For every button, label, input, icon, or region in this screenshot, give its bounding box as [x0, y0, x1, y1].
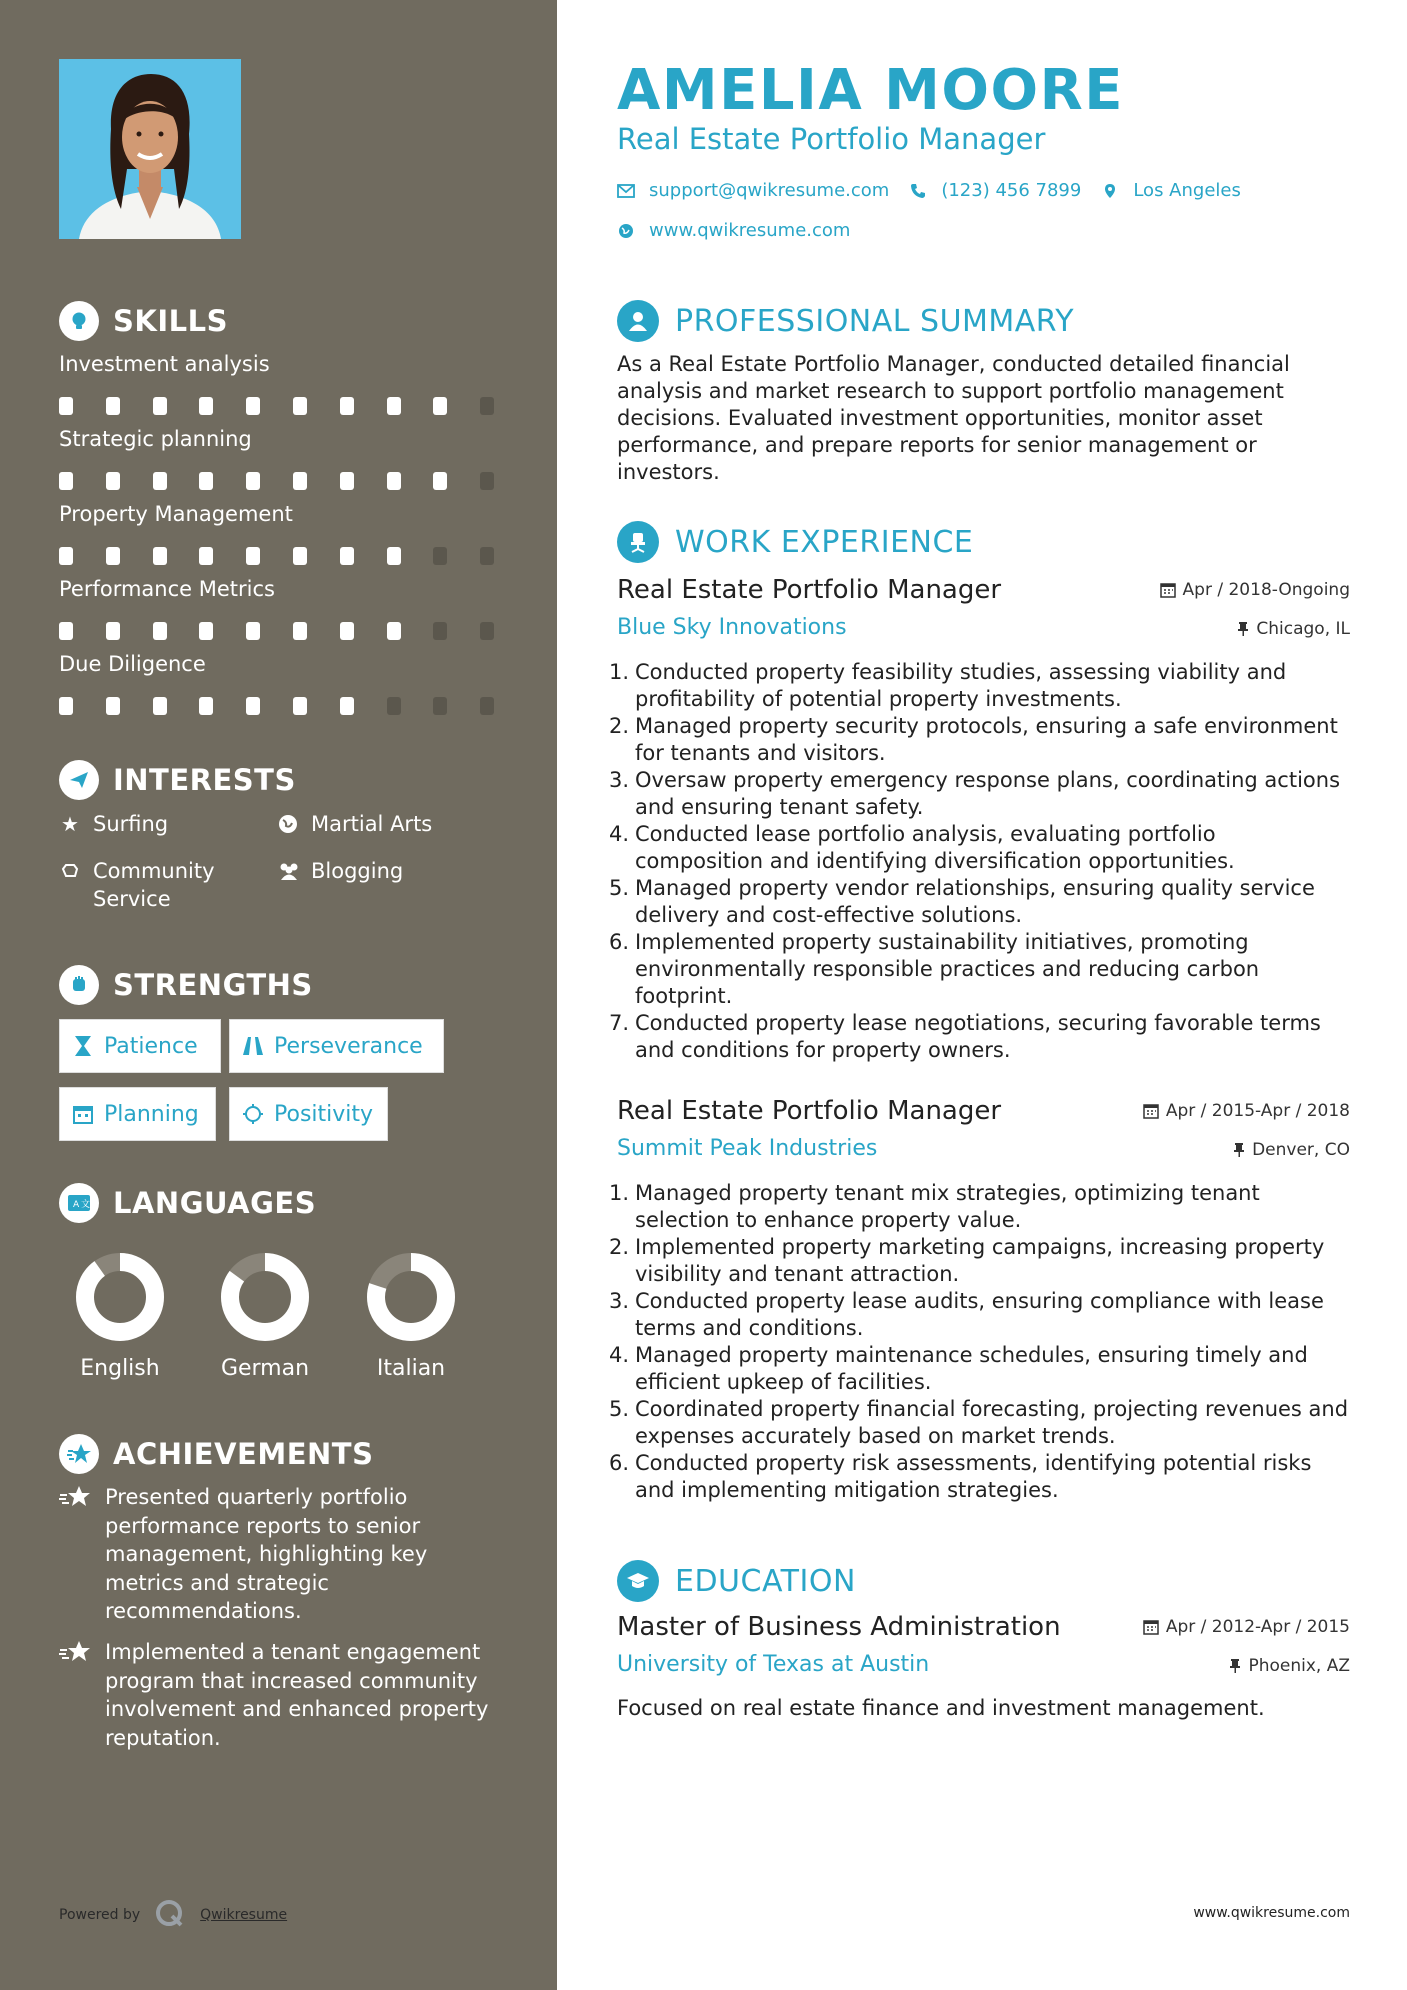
language-name: Italian — [376, 1356, 446, 1381]
bullet-number: 7. — [609, 1011, 630, 1035]
interest-label: Community Service — [93, 859, 215, 911]
achievements-section — [59, 1434, 519, 1474]
strength-chip — [59, 1087, 216, 1141]
calendar-icon — [1143, 1619, 1159, 1635]
bullet-number: 6. — [609, 1451, 630, 1475]
powered-by-label: Powered by — [59, 1907, 141, 1923]
skill-row — [59, 427, 519, 490]
skills-header — [59, 301, 519, 341]
calendar-icon — [1160, 582, 1176, 598]
website-link[interactable]: www.qwikresume.com — [649, 220, 851, 241]
skill-name: Property Management — [59, 502, 293, 526]
skill-level-dots — [59, 472, 519, 490]
achievement-text: Presented quarterly portfolio performance reports to senior management, highlighting key metrics and strategic recommendations. — [105, 1485, 428, 1623]
skill-dot-filled — [293, 622, 307, 640]
skill-dot-filled — [106, 697, 120, 715]
phone-number: (123) 456 7899 — [941, 180, 1082, 201]
skill-name: Investment analysis — [59, 352, 270, 376]
skills-title: SKILLS — [113, 304, 228, 338]
qwikresume-logo-icon — [154, 1898, 184, 1932]
skill-dot-filled — [246, 397, 260, 415]
languages-section — [59, 1183, 519, 1223]
skill-dot-filled — [106, 397, 120, 415]
skill-dot-filled — [387, 547, 401, 565]
job-entry — [609, 575, 1350, 1065]
skill-level-dots — [59, 547, 519, 565]
skill-dot-filled — [59, 547, 73, 565]
svg-text:A: A — [73, 1200, 80, 1210]
bullet-text: Managed property vendor relationships, ensuring quality service delivery and cost-effective solutions. — [635, 876, 1315, 927]
envelope-icon — [617, 184, 635, 198]
skill-dot-filled — [106, 547, 120, 565]
skill-dot-filled — [153, 697, 167, 715]
job-date — [1160, 580, 1350, 600]
pushpin-icon — [1229, 1658, 1241, 1674]
achievement-item — [59, 1483, 519, 1626]
office-chair-icon — [617, 521, 659, 563]
interests-section — [59, 760, 519, 800]
strengths-header — [59, 965, 519, 1005]
skill-dot-filled — [340, 472, 354, 490]
strength-chip — [229, 1019, 444, 1073]
job-location — [1237, 619, 1350, 639]
job-date — [1143, 1101, 1350, 1121]
skill-row — [59, 502, 519, 565]
job-bullet — [609, 1342, 1350, 1396]
bullet-text: Managed property security protocols, ensuring a safe environment for tenants and visitors. — [635, 714, 1338, 765]
skill-name: Due Diligence — [59, 652, 206, 676]
job-bullet — [609, 1288, 1350, 1342]
language-proficiency-ring — [75, 1252, 165, 1342]
skill-dot-empty — [433, 622, 447, 640]
education-entry — [617, 1612, 1350, 1732]
skill-dot-filled — [59, 472, 73, 490]
bullet-text: Managed property tenant mix strategies, optimizing tenant selection to enhance property value. — [635, 1181, 1260, 1232]
job-title: Real Estate Portfolio Manager — [617, 575, 1002, 605]
interest-item — [59, 857, 259, 913]
footer-website-link[interactable]: www.qwikresume.com — [1193, 1905, 1350, 1921]
job-location-text: Chicago, IL — [1256, 619, 1350, 639]
skill-dot-filled — [340, 622, 354, 640]
job-bullet — [609, 1180, 1350, 1234]
school-name: University of Texas at Austin — [617, 1652, 930, 1677]
experience-header — [617, 521, 973, 563]
bullet-number: 5. — [609, 1397, 630, 1421]
bullet-number: 4. — [609, 822, 630, 846]
job-bullet — [609, 821, 1350, 875]
skill-dot-filled — [340, 547, 354, 565]
summary-text: As a Real Estate Portfolio Manager, conducted detailed financial analysis and market research to support portfolio management decisions. Evaluated investment opportunities, monitor asset performance, and prepare reports for senior management or investors. — [617, 352, 1290, 484]
skill-row — [59, 352, 519, 415]
skill-dot-filled — [293, 697, 307, 715]
skill-dot-filled — [387, 397, 401, 415]
bullet-text: Implemented property marketing campaigns, increasing property visibility and tenant attraction. — [635, 1235, 1325, 1286]
sun-icon — [242, 1103, 264, 1125]
education-date-text: Apr / 2012-Apr / 2015 — [1165, 1617, 1350, 1637]
language-name: English — [80, 1356, 160, 1381]
skill-dot-filled — [153, 472, 167, 490]
language-item — [351, 1252, 471, 1381]
skill-dot-filled — [246, 547, 260, 565]
main-content — [609, 0, 1350, 1990]
users-icon — [277, 857, 299, 888]
language-name: German — [220, 1356, 310, 1381]
skill-level-dots — [59, 697, 519, 715]
experience-title: WORK EXPERIENCE — [675, 524, 974, 560]
skills-section — [59, 301, 519, 341]
interest-label: Surfing — [93, 812, 169, 836]
skill-level-dots — [59, 397, 519, 415]
job-bullets — [609, 659, 1350, 1064]
job-date-text: Apr / 2015-Apr / 2018 — [1165, 1101, 1350, 1121]
strength-chip — [229, 1087, 388, 1141]
bullet-text: Implemented property sustainability initiatives, promoting environmentally responsible practices and reducing carbon footprint. — [635, 930, 1260, 1008]
pushpin-icon — [1233, 1142, 1245, 1158]
star-badge-icon — [59, 1434, 99, 1474]
skill-dot-filled — [246, 472, 260, 490]
globe-icon — [617, 223, 635, 239]
achievement-item — [59, 1638, 519, 1752]
strength-chip — [59, 1019, 221, 1073]
skill-dot-empty — [480, 472, 494, 490]
bullet-text: Coordinated property financial forecasting, projecting revenues and expenses accurately based on market trends. — [635, 1397, 1349, 1448]
paper-plane-icon — [59, 760, 99, 800]
bullet-number: 3. — [609, 1289, 630, 1313]
job-entry — [609, 1096, 1350, 1516]
lightbulb-icon — [59, 301, 99, 341]
hourglass-icon — [72, 1035, 94, 1057]
bullet-text: Conducted property risk assessments, identifying potential risks and implementing mitigation strategies. — [635, 1451, 1312, 1502]
job-bullet — [609, 875, 1350, 929]
bullet-text: Conducted property lease audits, ensuring compliance with lease terms and conditions. — [635, 1289, 1324, 1340]
bullet-number: 5. — [609, 876, 630, 900]
job-bullets — [609, 1180, 1350, 1504]
graduation-cap-icon — [617, 1560, 659, 1602]
hand-icon — [59, 857, 81, 888]
skill-name: Performance Metrics — [59, 577, 275, 601]
job-location-text: Denver, CO — [1252, 1140, 1350, 1160]
skill-dot-filled — [153, 622, 167, 640]
star-icon: ★ — [61, 812, 79, 836]
svg-text:文: 文 — [81, 1200, 91, 1210]
education-date — [1143, 1617, 1350, 1637]
education-header — [617, 1560, 856, 1602]
education-location — [1229, 1656, 1350, 1676]
bullet-number: 2. — [609, 1235, 630, 1259]
calendar-icon — [1143, 1103, 1159, 1119]
map-pin-icon — [1101, 183, 1119, 199]
candidate-role: Real Estate Portfolio Manager — [617, 122, 1046, 156]
road-icon — [242, 1036, 264, 1056]
ring-fill — [85, 1262, 155, 1332]
strengths-section — [59, 965, 519, 1005]
bullet-text: Conducted property lease negotiations, securing favorable terms and conditions for property owners. — [635, 1011, 1321, 1062]
achievements-title: ACHIEVEMENTS — [113, 1437, 374, 1471]
language-proficiency-ring — [366, 1252, 456, 1342]
job-bullet — [609, 713, 1350, 767]
contact-row — [617, 180, 1241, 201]
job-bullet — [609, 1450, 1350, 1504]
skills-list — [59, 352, 519, 712]
interests-header — [59, 760, 519, 800]
email-link[interactable]: support@qwikresume.com — [649, 180, 890, 201]
candidate-name: AMELIA MOORE — [617, 58, 1124, 123]
fist-icon — [59, 965, 99, 1005]
skill-dot-empty — [480, 697, 494, 715]
skill-dot-empty — [433, 697, 447, 715]
interest-item — [277, 810, 432, 841]
interest-item — [59, 810, 168, 838]
job-date-text: Apr / 2018-Ongoing — [1182, 580, 1350, 600]
website-row — [617, 220, 850, 241]
job-bullet — [609, 1234, 1350, 1288]
skill-dot-filled — [59, 622, 73, 640]
bullet-number: 4. — [609, 1343, 630, 1367]
skill-row — [59, 577, 519, 640]
job-title: Real Estate Portfolio Manager — [617, 1096, 1002, 1126]
bullet-number: 1. — [609, 1181, 630, 1205]
skill-dot-filled — [199, 472, 213, 490]
interest-label: Martial Arts — [311, 812, 433, 836]
language-icon — [59, 1183, 99, 1223]
summary-header — [617, 300, 1074, 342]
skill-dot-empty — [480, 397, 494, 415]
skill-level-dots — [59, 622, 519, 640]
skill-dot-filled — [199, 397, 213, 415]
skill-dot-filled — [433, 397, 447, 415]
interest-label: Blogging — [311, 859, 404, 883]
skill-dot-filled — [246, 622, 260, 640]
job-bullet — [609, 767, 1350, 821]
bullet-number: 3. — [609, 768, 630, 792]
globe-icon — [277, 810, 299, 841]
degree-title: Master of Business Administration — [617, 1612, 1061, 1642]
bullet-text: Oversaw property emergency response plans, coordinating actions and ensuring tenant safety. — [635, 768, 1341, 819]
skill-dot-empty — [480, 622, 494, 640]
language-item — [205, 1252, 325, 1381]
job-bullet — [609, 929, 1350, 1010]
qwikresume-link[interactable]: Qwikresume — [200, 1907, 288, 1923]
strength-label: Planning — [104, 1101, 199, 1127]
language-proficiency-ring — [220, 1252, 310, 1342]
bullet-text: Managed property maintenance schedules, ensuring timely and efficient upkeep of facilities. — [635, 1343, 1308, 1394]
language-item — [60, 1252, 180, 1381]
education-description: Focused on real estate finance and investment management. — [617, 1696, 1265, 1720]
strength-label: Positivity — [274, 1101, 374, 1127]
strength-label: Perseverance — [274, 1033, 423, 1059]
skill-dot-filled — [387, 622, 401, 640]
skill-dot-filled — [106, 622, 120, 640]
skill-dot-filled — [199, 622, 213, 640]
calendar-icon — [72, 1104, 94, 1124]
skill-dot-filled — [340, 397, 354, 415]
skill-dot-filled — [246, 697, 260, 715]
skill-row — [59, 652, 519, 715]
job-bullet — [609, 659, 1350, 713]
powered-by — [59, 1898, 287, 1932]
job-bullet — [609, 1010, 1350, 1064]
job-location — [1233, 1140, 1350, 1160]
sidebar — [0, 0, 557, 1990]
skill-dot-filled — [153, 397, 167, 415]
skill-dot-empty — [480, 547, 494, 565]
job-company: Blue Sky Innovations — [617, 615, 847, 640]
languages-header — [59, 1183, 519, 1223]
bullet-text: Conducted property feasibility studies, assessing viability and profitability of potential property investments. — [635, 660, 1287, 711]
skill-dot-empty — [433, 547, 447, 565]
interests-title: INTERESTS — [113, 763, 296, 797]
skill-dot-filled — [59, 697, 73, 715]
education-title: EDUCATION — [675, 1563, 856, 1599]
skill-dot-filled — [340, 697, 354, 715]
bullet-number: 1. — [609, 660, 630, 684]
strengths-title: STRENGTHS — [113, 968, 313, 1002]
skill-dot-filled — [199, 547, 213, 565]
bullet-number: 6. — [609, 930, 630, 954]
education-location-text: Phoenix, AZ — [1248, 1656, 1350, 1676]
skill-dot-filled — [59, 397, 73, 415]
skill-dot-filled — [293, 472, 307, 490]
skill-dot-filled — [293, 547, 307, 565]
skill-dot-filled — [433, 472, 447, 490]
achievements-header — [59, 1434, 519, 1474]
skill-dot-filled — [199, 697, 213, 715]
languages-title: LANGUAGES — [113, 1186, 317, 1220]
profile-photo — [59, 59, 241, 239]
shooting-star-icon — [59, 1638, 91, 1752]
skill-name: Strategic planning — [59, 427, 252, 451]
interest-item — [277, 857, 403, 888]
bullet-text: Conducted lease portfolio analysis, evaluating portfolio composition and identifying diversification opportunities. — [635, 822, 1235, 873]
job-bullet — [609, 1396, 1350, 1450]
skill-dot-empty — [387, 697, 401, 715]
strength-label: Patience — [104, 1033, 198, 1059]
shooting-star-icon — [59, 1483, 91, 1626]
job-company: Summit Peak Industries — [617, 1136, 878, 1161]
summary-title: PROFESSIONAL SUMMARY — [675, 303, 1075, 339]
skill-dot-filled — [106, 472, 120, 490]
bullet-number: 2. — [609, 714, 630, 738]
skill-dot-filled — [153, 547, 167, 565]
phone-icon — [909, 183, 927, 199]
pushpin-icon — [1237, 621, 1249, 637]
user-icon — [617, 300, 659, 342]
location-text: Los Angeles — [1133, 180, 1241, 201]
skill-dot-filled — [293, 397, 307, 415]
skill-dot-filled — [387, 472, 401, 490]
achievement-text: Implemented a tenant engagement program that increased community involvement and enhanced property reputation. — [105, 1640, 489, 1750]
